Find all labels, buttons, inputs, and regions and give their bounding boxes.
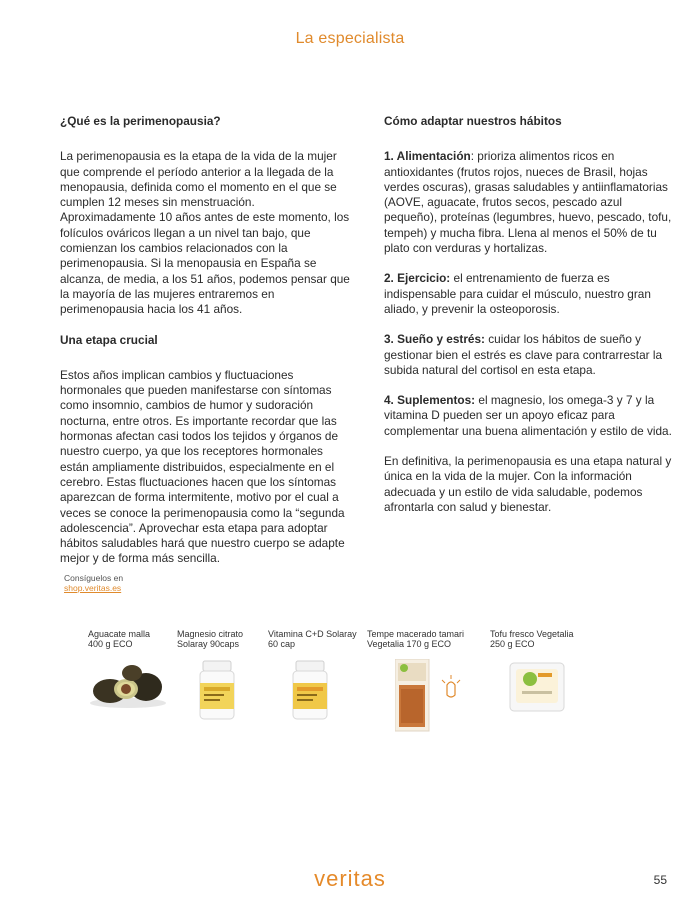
product-name: Vitamina C+D Solaray xyxy=(268,629,357,639)
product-name: Magnesio citrato xyxy=(177,629,244,639)
product-name: Tempe macerado tamari xyxy=(367,629,465,639)
heading-crucial-stage: Una etapa crucial xyxy=(60,332,158,347)
habit-text: cuidar los hábitos de sueño y gestionar bien el estrés es clave para contrarrestar la subida natural del cortisol en esta etapa. xyxy=(384,332,663,377)
habit-lead: 1. Alimentación xyxy=(384,149,471,164)
product-card-tempeh[interactable] xyxy=(367,629,477,738)
product-image-tofu xyxy=(508,659,600,720)
product-label xyxy=(490,629,600,651)
product-name: Aguacate malla xyxy=(88,629,151,639)
product-detail: 60 cap xyxy=(268,639,296,649)
product-name: Tofu fresco Vegetalia xyxy=(490,629,574,639)
avocado-image xyxy=(88,659,168,709)
product-detail: Vegetalia 170 g ECO xyxy=(367,639,452,649)
habit-item-exercise xyxy=(384,271,674,317)
product-card-vitamin-cd[interactable] xyxy=(268,629,378,728)
habit-item-sleep-stress xyxy=(384,332,674,378)
paragraph-conclusion: En definitiva, la perimenopausia es una etapa natural y única en la vida de la mujer. Con la información adecuada y un estilo de vida saludable, podemos afrontarla con salud y bienestar. xyxy=(384,454,672,514)
product-image-tempeh xyxy=(395,659,477,738)
habit-text: el magnesio, los omega-3 y 7 y la vitamina D pueden ser un apoyo eficaz para complementar una buena alimentación y estilo de vida. xyxy=(384,393,672,438)
tempeh-package-image xyxy=(395,659,465,733)
supplement-jar-image xyxy=(197,659,237,723)
product-image-vitamin-cd xyxy=(290,659,378,728)
shop-note xyxy=(64,573,123,593)
product-detail: 400 g ECO xyxy=(88,639,133,649)
paragraph-changes: Estos años implican cambios y fluctuaciones hormonales que pueden manifestarse con síntomas como insomnio, cambios de humor y sudoración nocturna, entre otros. Es importante recordar que las hormonas afectan casi todos los tejidos y órganos de nuestro cuerpo, ya que los receptores hormonales están ampliamente distribuidos, especialmente en el cerebro. Estas fluctuaciones hacen que los síntomas aparezcan de forma intermitente, motivo por el cual a veces se conoce la perimenopausia como la “segunda adolescencia”. Aprovechar esta etapa para adoptar hábitos saludables hará que nuestro cuerpo se adapte mejor y de forma más sencilla. xyxy=(60,367,345,566)
habit-lead: 4. Suplementos: xyxy=(384,393,476,408)
product-card-tofu[interactable] xyxy=(490,629,600,720)
veritas-logo: veritas xyxy=(314,866,386,886)
product-label xyxy=(367,629,477,651)
habit-lead: 3. Sueño y estrés: xyxy=(384,332,485,347)
product-detail: 250 g ECO xyxy=(490,639,535,649)
tofu-package-image xyxy=(508,659,568,715)
shop-link[interactable]: shop.veritas.es xyxy=(64,583,122,593)
product-detail: Solaray 90caps xyxy=(177,639,240,649)
shop-note-text: Consíguelos en xyxy=(64,573,124,583)
habit-lead: 2. Ejercicio: xyxy=(384,271,451,286)
habit-text: : prioriza alimentos ricos en antioxidantes (frutos rojos, nueces de Brasil, hojas verdes oscuras), grasas saludables y antiinflamatorias (AOVE, aguacate, frutos secos, pescado azul pequeño), proteínas (legumbres, huevo, pescado, tofu, tempeh) y mucha fibra. Llena al menos el 50% de tu plato con verduras y hortalizas. xyxy=(384,149,672,256)
left-column xyxy=(60,114,350,582)
section-title: La especialista xyxy=(295,30,405,47)
page-number: 55 xyxy=(653,873,667,887)
right-column xyxy=(384,114,674,530)
supplement-jar-image xyxy=(290,659,330,723)
heading-what-is: ¿Qué es la perimenopausia? xyxy=(60,114,221,128)
habit-item-supplements xyxy=(384,393,674,439)
habit-text: el entrenamiento de fuerza es indispensable para cuidar el músculo, nuestro gran aliado, y prevenir la osteoporosis. xyxy=(384,271,651,316)
product-label xyxy=(268,629,378,651)
heading-habits: Cómo adaptar nuestros hábitos xyxy=(384,114,562,128)
habit-item-nutrition xyxy=(384,149,674,256)
paragraph-definition: La perimenopausia es la etapa de la vida de la mujer que comprende el período anterior a la llegada de la menopausia, definida como el momento en el que se cumplen 12 meses sin menstruación. Aproximadamente 10 años antes de este momento, los folículos ováricos llegan a un nivel tan bajo, que comienzan los cambios relacionados con la perimenopausia. Si la menopausia en España se alcanza, de media, a los 51 años, podemos pensar que la mayoría de las mujeres entraremos en perimenopausia hacia los 41 años. xyxy=(60,149,350,317)
